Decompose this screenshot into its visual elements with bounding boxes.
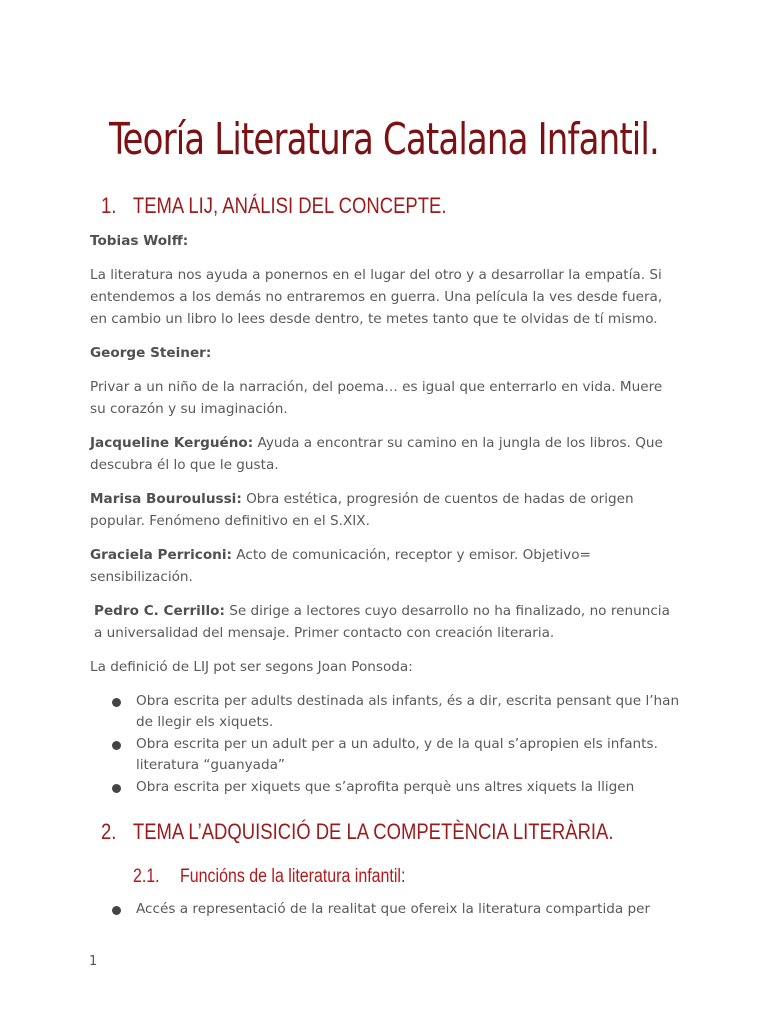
quote-marisa-bouroulussi: Marisa Bouroulussi: Obra estética, progresión de cuentos de hadas de origen popular. Fenómeno definitivo en el S.XIX. — [90, 491, 634, 529]
bullet-dot-icon — [112, 906, 121, 915]
list-item: Obra escrita per un adult per a un adulto, y de la qual s’apropien els infants. literatura “guanyada” — [112, 734, 682, 776]
section-2-title: TEMA L’ADQUISICIÓ DE LA COMPETÈNCIA LITERÀRIA. — [132, 819, 614, 844]
list-item: Accés a representació de la realitat que ofereix la literatura compartida per — [112, 899, 682, 920]
section-1-heading — [101, 192, 446, 220]
bullet-dot-icon — [112, 741, 121, 750]
list-item: Obra escrita per xiquets que s’aprofita perquè uns altres xiquets la lligen — [112, 777, 682, 798]
quote-tobias-wolff-text: La literatura nos ayuda a ponernos en el lugar del otro y a desarrollar la empatía. Si entendemos a los demás no entraremos en guerra. Una película la ves desde fuera, en cambio un libro lo lees desde dentro, te metes tanto que te olvidas de tí mismo. — [90, 267, 663, 327]
page-number: 1 — [89, 954, 98, 969]
section-2-heading — [101, 818, 614, 846]
section-1-number: 1. — [101, 193, 117, 218]
quote-jacqueline-kergueno: Jacqueline Kerguéno: Ayuda a encontrar su camino en la jungla de los libros. Que descubra él lo que le gusta. — [90, 435, 663, 473]
section-2-1-number: 2.1. — [133, 866, 160, 887]
section-2-1-title: Funcións de la literatura infantil: — [180, 866, 406, 887]
quote-george-steiner-text: Privar a un niño de la narración, del poema… es igual que enterrarlo en vida. Muere su corazón y su imaginación. — [90, 379, 663, 417]
definition-intro: La definició de LIJ pot ser segons Joan Ponsoda: — [90, 659, 413, 675]
bullet-dot-icon — [112, 698, 121, 707]
section-1-title: TEMA LIJ, ANÁLISI DEL CONCEPTE. — [132, 193, 447, 218]
section-2-number: 2. — [101, 819, 117, 844]
bullet-dot-icon — [112, 784, 121, 793]
quote-george-steiner-author: George Steiner: — [90, 345, 212, 361]
list-item: Obra escrita per adults destinada als infants, és a dir, escrita pensant que l’han de llegir els xiquets. — [112, 691, 682, 733]
document-title: Teoría Literatura Catalana Infantil. — [109, 114, 659, 165]
section-2-1-heading — [133, 865, 405, 889]
quote-graciela-perriconi: Graciela Perriconi: Acto de comunicación, receptor y emisor. Objetivo= sensibilización. — [90, 547, 591, 585]
quote-pedro-cerrillo: Pedro C. Cerrillo: Se dirige a lectores cuyo desarrollo no ha finalizado, no renuncia a universalidad del mensaje. Primer contacto con creación literaria. — [94, 603, 670, 641]
quote-tobias-wolff-author: Tobias Wolff: — [90, 233, 189, 249]
